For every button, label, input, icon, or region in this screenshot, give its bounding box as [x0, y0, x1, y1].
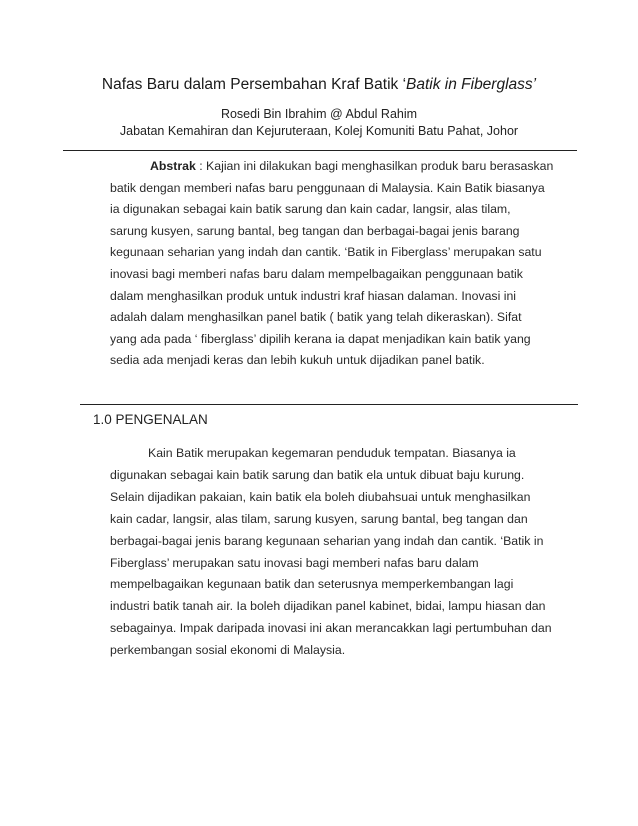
abstract-line: sedia ada menjadi keras dan lebih kukuh untuk dijadikan panel batik. [110, 353, 485, 368]
header-divider [63, 150, 577, 151]
section-body [110, 443, 570, 662]
author-name: Rosedi Bin Ibrahim @ Abdul Rahim [220, 107, 418, 121]
abstract-line: kegunaan seharian yang indah dan cantik. ‘Batik in Fiberglass’ merupakan satu [110, 245, 542, 260]
body-line: industri batik tanah air. Ia boleh dijadikan panel kabinet, bidai, lampu hiasan dan [110, 599, 546, 614]
body-line: sebagainya. Impak daripada inovasi ini akan merancakkan lagi pertumbuhan dan [110, 621, 552, 636]
abstract-line: inovasi bagi memberi nafas baru dalam mempelbagaikan penggunaan batik [110, 266, 523, 281]
abstract-line: ia digunakan sebagai kain batik sarung dan kain cadar, langsir, alas tilam, [110, 202, 511, 217]
body-line: Kain Batik merupakan kegemaran penduduk tempatan. Biasanya ia [148, 446, 516, 460]
body-line: perkembangan sosial ekonomi di Malaysia. [110, 643, 346, 658]
abstract-line: Abstrak : Kajian ini dilakukan bagi menghasilkan produk baru berasaskan [150, 159, 554, 173]
abstract-line: dalam menghasilkan produk untuk industri kraf hiasan dalaman. Inovasi ini [110, 288, 517, 303]
body-line: digunakan sebagai kain batik sarung dan batik ela untuk dibuat baju kurung. [110, 467, 525, 482]
body-line: berbagai-bagai jenis barang kegunaan seharian yang indah dan cantik. ‘Batik in [110, 533, 544, 548]
abstract-line: adalah dalam menghasilkan panel batik ( batik yang telah dikeraskan). Sifat [110, 310, 522, 325]
abstract-label: Abstrak [150, 159, 196, 173]
author-affiliation: Jabatan Kemahiran dan Kejuruteraan, Kolej Komuniti Batu Pahat, Johor [119, 124, 519, 138]
abstract-line: yang ada pada ‘ fiberglass’ dipilih kerana ia dapat menjadikan kain batik yang [110, 331, 531, 346]
paper-title-main: Nafas Baru dalam Persembahan Kraf Batik ‘ [101, 76, 407, 93]
paper-title-italic: Batik in Fiberglass’ [406, 76, 537, 93]
paper-title [0, 76, 638, 94]
body-line: kain cadar, langsir, alas tilam, sarung kusyen, sarung bantal, beg tangan dan [110, 511, 528, 526]
body-line: mempelbagaikan kegunaan batik dan seterusnya memperkembangan lagi [110, 577, 514, 592]
body-line: Selain dijadikan pakaian, kain batik ela boleh diubahsuai untuk menghasilkan [110, 489, 531, 504]
abstract [110, 156, 562, 372]
section-heading: 1.0 PENGENALAN [93, 412, 208, 427]
abstract-divider [80, 404, 578, 405]
abstract-line: batik dengan memberi nafas baru penggunaan di Malaysia. Kain Batik biasanya [110, 180, 545, 195]
abstract-line: sarung kusyen, sarung bantal, beg tangan dan berbagai-bagai jenis barang [110, 223, 520, 238]
body-line: Fiberglass’ merupakan satu inovasi bagi memberi nafas baru dalam [110, 555, 479, 570]
